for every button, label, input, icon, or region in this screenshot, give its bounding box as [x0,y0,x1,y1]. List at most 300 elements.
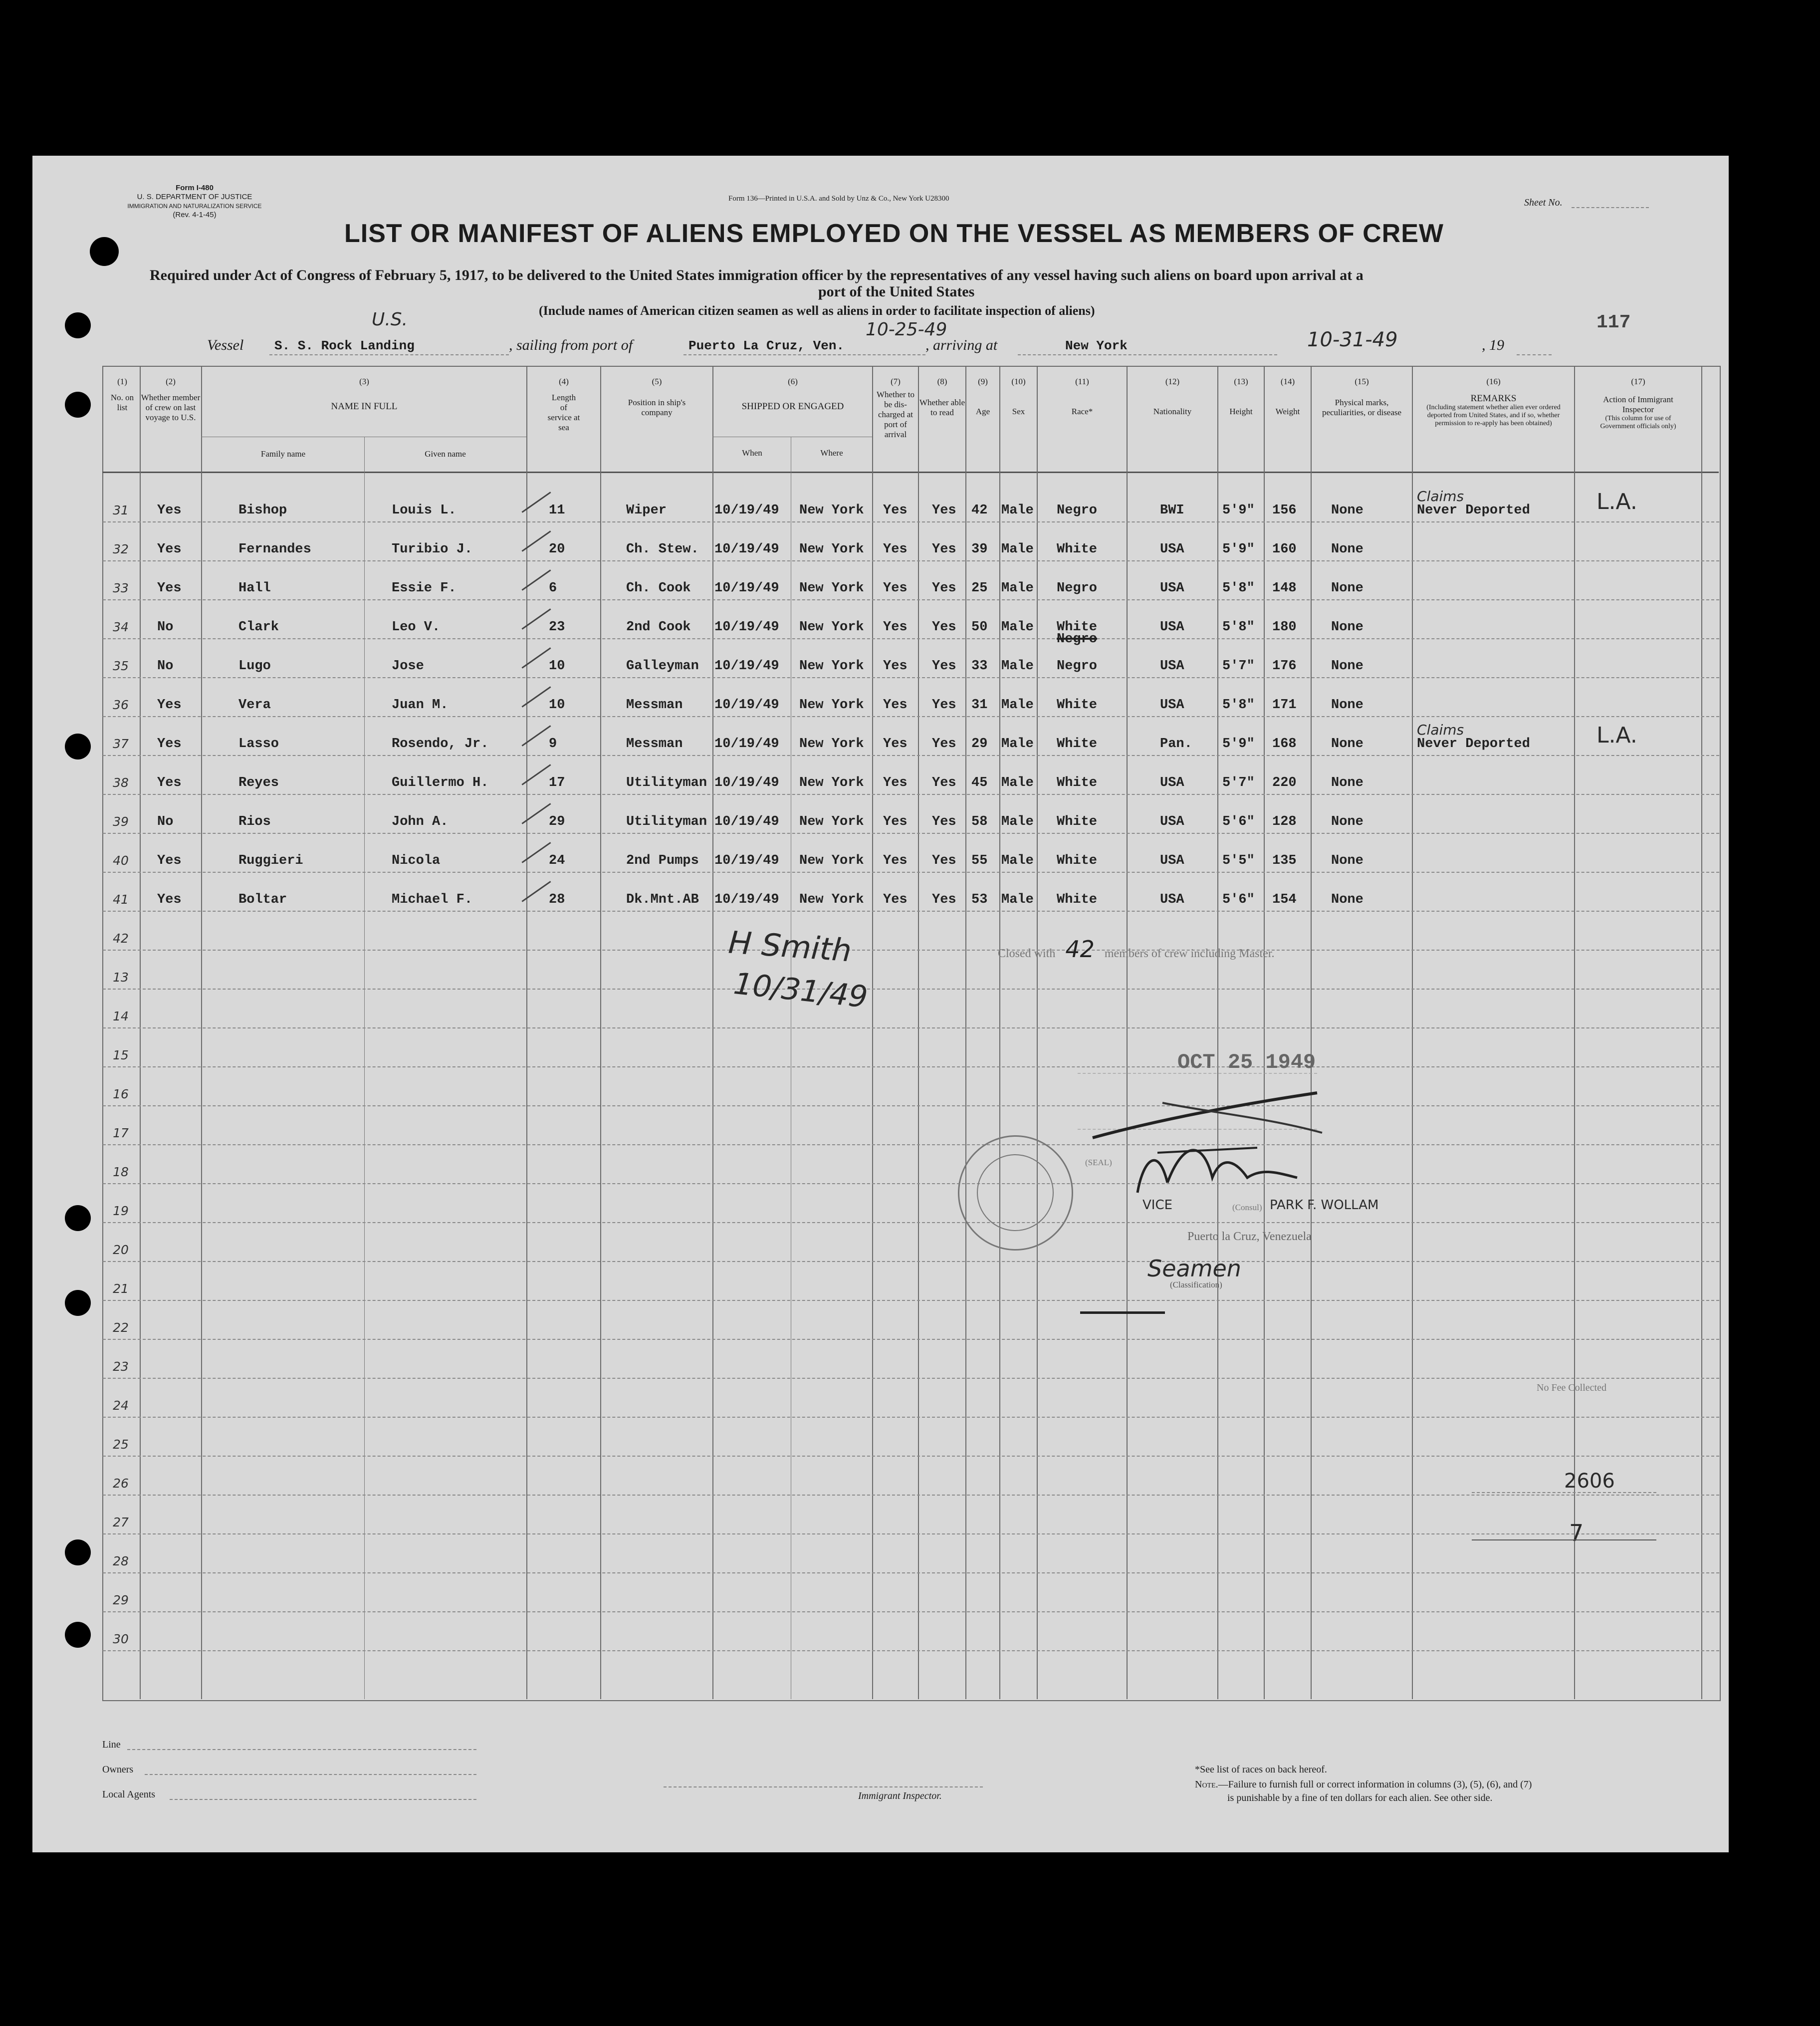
given-name-cell: Nicola [392,853,441,868]
position-cell: Wiper [626,503,667,518]
nationality-cell: Pan. [1160,737,1192,752]
classification-value: Seamen [1147,1255,1241,1282]
given-name-cell: Rosendo, Jr. [392,737,489,752]
last-voyage-cell: Yes [157,542,182,557]
header-service: (4) Length of service at sea [547,377,580,432]
footer-owners-field [145,1774,476,1775]
remarks-handwritten: Claims [1417,488,1464,505]
given-name-cell: Leo V. [392,620,441,635]
row-rule [103,1572,1719,1573]
read-cell: Yes [932,659,956,674]
empty-row-number: 14 [113,1009,129,1023]
table-frame [102,366,1721,1701]
row-rule [103,1650,1719,1651]
footer-agents-label: Local Agents [102,1789,156,1800]
column-divider [712,367,713,1699]
read-cell: Yes [932,698,956,713]
nationality-cell: USA [1160,542,1184,557]
row-rule [103,950,1719,951]
service-cell: 9 [549,737,557,752]
last-voyage-cell: Yes [157,892,182,907]
marks-cell: None [1331,503,1364,518]
empty-row-number: 22 [113,1320,129,1335]
punch-hole [65,312,91,338]
punch-hole [90,237,119,266]
punch-hole [65,734,91,760]
arrival-port: New York [1065,338,1128,353]
height-cell: 5'7" [1222,659,1255,674]
closed-count: 42 [1065,936,1095,963]
row-number: 32 [113,542,129,556]
height-cell: 5'7" [1222,775,1255,790]
family-name-cell: Lasso [238,737,279,752]
marks-cell: None [1331,542,1364,557]
punch-hole [65,1290,91,1316]
position-cell: Messman [626,737,683,752]
row-rule [103,1183,1719,1184]
row-rule [103,833,1719,834]
weight-cell: 156 [1272,503,1297,518]
nationality-cell: BWI [1160,503,1184,518]
last-voyage-cell: Yes [157,737,182,752]
race-cell: White [1057,542,1098,557]
header-sex: (10) Sex [1011,377,1026,416]
position-cell: Ch. Stew. [626,542,699,557]
service-cell: 20 [549,542,565,557]
consular-seal [958,1135,1073,1251]
vessel-field [269,354,509,355]
read-cell: Yes [932,503,956,518]
penalty-note [1195,1779,1532,1790]
race-cell: White [1057,620,1098,635]
row-number: 40 [113,853,129,868]
nationality-cell: USA [1160,620,1184,635]
punch-hole [65,1622,91,1648]
side-number-1-line [1472,1492,1656,1493]
sex-cell: Male [1001,659,1034,674]
marks-cell: None [1331,853,1364,868]
inspector-label: Immigrant Inspector. [858,1790,942,1801]
sex-cell: Male [1001,542,1034,557]
race-cell: Negro [1057,659,1098,674]
shipped-date-cell: 10/19/49 [714,620,779,635]
consul-name: PARK F. WOLLAM [1270,1198,1379,1213]
weight-cell: 154 [1272,892,1297,907]
shipped-date-cell: 10/19/49 [714,737,779,752]
consul-prefix: VICE [1142,1198,1173,1213]
header-read: (8) Whether able to read [919,377,965,417]
empty-row-number: 15 [113,1048,129,1062]
column-divider [140,367,141,1699]
printer-note: Form 136—Printed in U.S.A. and Sold by Unz & Co., New York U28300 [728,195,949,203]
age-cell: 55 [971,853,988,868]
column-divider [1037,367,1038,1699]
column-divider [1574,367,1575,1699]
family-name-cell: Hall [238,581,271,596]
column-divider [1701,367,1702,1699]
family-name-cell: Clark [238,620,279,635]
marks-cell: None [1331,581,1364,596]
arriving-label: , arriving at [925,337,998,353]
row-rule [103,521,1719,522]
discharge-cell: Yes [883,737,908,752]
row-rule [103,1339,1719,1340]
column-divider [1127,367,1128,1699]
header-where: Where [820,448,843,458]
footer-agents-field [170,1799,476,1800]
header-no: (1) No. on list [110,377,134,412]
vessel-label: Vessel [207,337,244,353]
shipped-date-cell: 10/19/49 [714,581,779,596]
empty-row-number: 23 [113,1359,129,1374]
service-cell: 10 [549,698,565,713]
column-divider [364,437,365,1699]
age-cell: 25 [971,581,988,596]
height-cell: 5'8" [1222,698,1255,713]
column-divider [526,367,527,1699]
row-rule [103,1222,1719,1223]
sailing-field [683,354,925,355]
shipped-date-cell: 10/19/49 [714,853,779,868]
read-cell: Yes [932,581,956,596]
inspector-date: 10/31/49 [732,966,870,1015]
family-name-cell: Reyes [238,775,279,790]
shipped-port-cell: New York [799,853,864,868]
vessel-name: S. S. Rock Landing [274,338,415,353]
column-divider [872,367,873,1699]
given-name-cell: Essie F. [392,581,456,596]
read-cell: Yes [932,775,956,790]
header-shipped: (6) SHIPPED OR ENGAGED [741,377,844,412]
age-cell: 31 [971,698,988,713]
given-name-cell: Juan M. [392,698,449,713]
height-cell: 5'8" [1222,581,1255,596]
discharge-cell: Yes [883,581,908,596]
nationality-cell: USA [1160,581,1184,596]
height-cell: 5'9" [1222,737,1255,752]
empty-row-number: 17 [113,1126,129,1140]
shipped-port-cell: New York [799,775,864,790]
family-name-cell: Bishop [238,503,287,518]
height-cell: 5'6" [1222,814,1255,829]
shipped-date-cell: 10/19/49 [714,659,779,674]
shipped-port-cell: New York [799,620,864,635]
sex-cell: Male [1001,620,1034,635]
row-rule [103,677,1719,678]
row-rule [103,1144,1719,1145]
empty-row-number: 24 [113,1398,129,1413]
row-rule [103,560,1719,561]
empty-row-number: 13 [113,970,129,985]
empty-row-number: 18 [113,1165,129,1179]
row-rule [103,911,1719,912]
given-name-cell: Jose [392,659,424,674]
row-number: 31 [113,503,129,517]
row-number: 37 [113,737,129,751]
empty-row-number: 25 [113,1437,129,1452]
service-cell: 11 [549,503,565,518]
height-cell: 5'8" [1222,620,1255,635]
position-cell: 2nd Cook [626,620,691,635]
row-number: 41 [113,892,129,907]
header-remarks: (16) REMARKS (Including statement whether alien ever ordered deported from United States, and if so, whether permission to re-apply has been obtained) [1426,377,1561,427]
header-age: (9) Age [975,377,990,416]
remarks-cell: Never Deported [1417,503,1530,518]
position-cell: Utilityman [626,814,707,829]
nationality-cell: USA [1160,698,1184,713]
header-separator [102,472,1719,473]
header-physical-marks: (15) Physical marks, peculiarities, or disease [1322,377,1402,417]
page-number: 117 [1596,312,1631,333]
empty-row-number: 19 [113,1204,129,1218]
discharge-cell: Yes [883,775,908,790]
service-cell: 28 [549,892,565,907]
closed-prefix: Closed with [998,947,1056,960]
row-number: 38 [113,775,129,790]
shipped-date-cell: 10/19/49 [714,814,779,829]
sex-cell: Male [1001,581,1034,596]
discharge-cell: Yes [883,542,908,557]
shipped-port-cell: New York [799,737,864,752]
age-cell: 33 [971,659,988,674]
height-cell: 5'5" [1222,853,1255,868]
position-cell: Messman [626,698,683,713]
header-race: (11) Race* [1071,377,1093,416]
last-voyage-cell: Yes [157,581,182,596]
sex-cell: Male [1001,503,1034,518]
column-divider [201,367,202,1699]
row-rule [103,716,1719,717]
header-when: When [742,448,762,458]
header-weight: (14) Weight [1275,377,1300,416]
age-cell: 58 [971,814,988,829]
last-voyage-cell: Yes [157,698,182,713]
footer-owners-label: Owners [102,1764,134,1775]
discharge-cell: Yes [883,698,908,713]
form-number: Form I-480 [176,184,214,192]
shipped-date-cell: 10/19/49 [714,698,779,713]
position-cell: Utilityman [626,775,707,790]
header-last-voyage: (2) Whether member of crew on last voyage to U.S. [141,377,201,422]
service-cell: 6 [549,581,557,596]
last-voyage-cell: No [157,620,174,635]
discharge-cell: Yes [883,659,908,674]
consulate-place: Puerto la Cruz, Venezuela [1187,1230,1312,1243]
row-rule [103,989,1719,990]
age-cell: 50 [971,620,988,635]
height-cell: 5'9" [1222,503,1255,518]
sex-cell: Male [1001,775,1034,790]
given-name-cell: Guillermo H. [392,775,489,790]
row-number: 35 [113,659,129,673]
weight-cell: 180 [1272,620,1297,635]
arrival-field [1018,354,1277,355]
position-cell: 2nd Pumps [626,853,699,868]
row-rule [103,755,1719,756]
last-voyage-cell: Yes [157,775,182,790]
consul-signature [1128,1123,1307,1203]
weight-cell: 148 [1272,581,1297,596]
sheet-no-label: Sheet No. [1524,197,1563,208]
last-voyage-cell: No [157,659,174,674]
discharge-cell: Yes [883,892,908,907]
page-title: LIST OR MANIFEST OF ALIENS EMPLOYED ON THE VESSEL AS MEMBERS OF CREW [344,219,1444,248]
subtitle-line-2: port of the United States [818,283,975,300]
race-cell: White [1057,775,1098,790]
note-label: Note. [1195,1779,1218,1790]
row-rule [103,1417,1719,1418]
classification-strike [1080,1311,1165,1314]
service-cell: 29 [549,814,565,829]
header-given-name: Given name [425,449,466,459]
seal-label: (SEAL) [1085,1158,1112,1167]
row-number: 33 [113,581,129,595]
subtitle-note: (Include names of American citizen seamen as well as aliens in order to facilitate inspection of aliens) [539,303,1095,318]
remarks-cell: Never Deported [1417,737,1530,752]
position-cell: Galleyman [626,659,699,674]
sailing-label: , sailing from port of [509,337,633,353]
date-stamp: OCT 25 1949 [1177,1050,1316,1074]
shipped-date-cell: 10/19/49 [714,542,779,557]
punch-hole [65,1205,91,1231]
sex-cell: Male [1001,814,1034,829]
year-label: , 19 [1482,337,1504,353]
races-note: *See list of races on back hereof. [1195,1764,1327,1775]
row-number: 36 [113,698,129,712]
row-rule [103,1300,1719,1301]
punch-hole [65,1539,91,1565]
read-cell: Yes [932,892,956,907]
sailing-date-handwritten: 10-25-49 [866,319,947,340]
family-name-cell: Lugo [238,659,271,674]
age-cell: 45 [971,775,988,790]
footer-line-label: Line [102,1739,121,1750]
age-cell: 29 [971,737,988,752]
row-rule [103,1066,1719,1067]
last-voyage-cell: No [157,814,174,829]
family-name-cell: Ruggieri [238,853,303,868]
race-cell: White [1057,814,1098,829]
weight-cell: 160 [1272,542,1297,557]
inspector-signature: H Smith [727,924,853,969]
empty-row-number: 29 [113,1593,129,1607]
last-voyage-cell: Yes [157,853,182,868]
empty-row-number: 20 [113,1243,129,1257]
shipped-date-cell: 10/19/49 [714,503,779,518]
consul-label: (Consul) [1232,1203,1262,1212]
row-rule [103,1611,1719,1612]
race-cell: White [1057,853,1098,868]
row-rule [103,1105,1719,1106]
shipped-port-cell: New York [799,659,864,674]
inspector-action-mark: L.A. [1596,489,1637,514]
shipped-port-cell: New York [799,542,864,557]
penalty-note-2: is punishable by a fine of ten dollars for each alien. See other side. [1227,1792,1493,1803]
family-name-cell: Vera [238,698,271,713]
marks-cell: None [1331,775,1364,790]
given-name-cell: Michael F. [392,892,473,907]
nationality-cell: USA [1160,892,1184,907]
shipped-date-cell: 10/19/49 [714,892,779,907]
row-rule [103,599,1719,600]
revision-date: (Rev. 4-1-45) [173,211,217,219]
given-name-cell: Turibio J. [392,542,473,557]
punch-hole [65,392,91,418]
empty-row-number: 42 [113,931,129,946]
header-discharged: (7) Whether to be dis-charged at port of arrival [877,377,914,439]
weight-cell: 135 [1272,853,1297,868]
sex-cell: Male [1001,892,1034,907]
read-cell: Yes [932,542,956,557]
inspector-field [664,1786,983,1787]
shipped-port-cell: New York [799,892,864,907]
side-number-2: 7 [1569,1520,1584,1546]
age-cell: 42 [971,503,988,518]
race-crossed-out: Negro [1057,632,1098,647]
sailing-port: Puerto La Cruz, Ven. [688,338,845,353]
read-cell: Yes [932,620,956,635]
nationality-cell: USA [1160,853,1184,868]
sex-cell: Male [1001,698,1034,713]
read-cell: Yes [932,737,956,752]
discharge-cell: Yes [883,503,908,518]
shipped-port-cell: New York [799,503,864,518]
marks-cell: None [1331,814,1364,829]
empty-row-number: 27 [113,1515,129,1529]
service-cell: 17 [549,775,565,790]
empty-row-number: 30 [113,1632,129,1646]
discharge-cell: Yes [883,620,908,635]
inspector-action-mark: L.A. [1596,723,1637,748]
service-cell: 24 [549,853,565,868]
empty-row-number: 16 [113,1087,129,1101]
shipped-date-cell: 10/19/49 [714,775,779,790]
read-cell: Yes [932,814,956,829]
marks-cell: None [1331,620,1364,635]
header-inspector-action: (17) Action of Immigrant Inspector (This column for use of Government officials only) [1600,377,1676,430]
nationality-cell: USA [1160,775,1184,790]
given-name-cell: Louis L. [392,503,456,518]
marks-cell: None [1331,659,1364,674]
shipped-port-cell: New York [799,814,864,829]
race-cell: White [1057,698,1098,713]
given-name-cell: John A. [392,814,449,829]
race-cell: Negro [1057,581,1098,596]
side-number-2-line [1472,1539,1656,1540]
race-cell: White [1057,892,1098,907]
weight-cell: 176 [1272,659,1297,674]
position-cell: Ch. Cook [626,581,691,596]
row-rule [103,794,1719,795]
marks-cell: None [1331,737,1364,752]
empty-row-number: 21 [113,1281,129,1296]
row-rule [103,1495,1719,1496]
closed-line [998,936,1274,963]
note-text-1: —Failure to furnish full or correct information in columns (3), (5), (6), and (7) [1218,1779,1532,1790]
weight-cell: 171 [1272,698,1297,713]
column-divider [1311,367,1312,1699]
classification-label: (Classification) [1170,1280,1222,1289]
sex-cell: Male [1001,737,1034,752]
age-cell: 39 [971,542,988,557]
column-divider [1412,367,1413,1699]
year-field [1517,354,1552,355]
row-rule [103,872,1719,873]
family-name-cell: Rios [238,814,271,829]
marks-cell: None [1331,892,1364,907]
column-divider [600,367,601,1699]
header-family-name: Family name [260,449,306,459]
